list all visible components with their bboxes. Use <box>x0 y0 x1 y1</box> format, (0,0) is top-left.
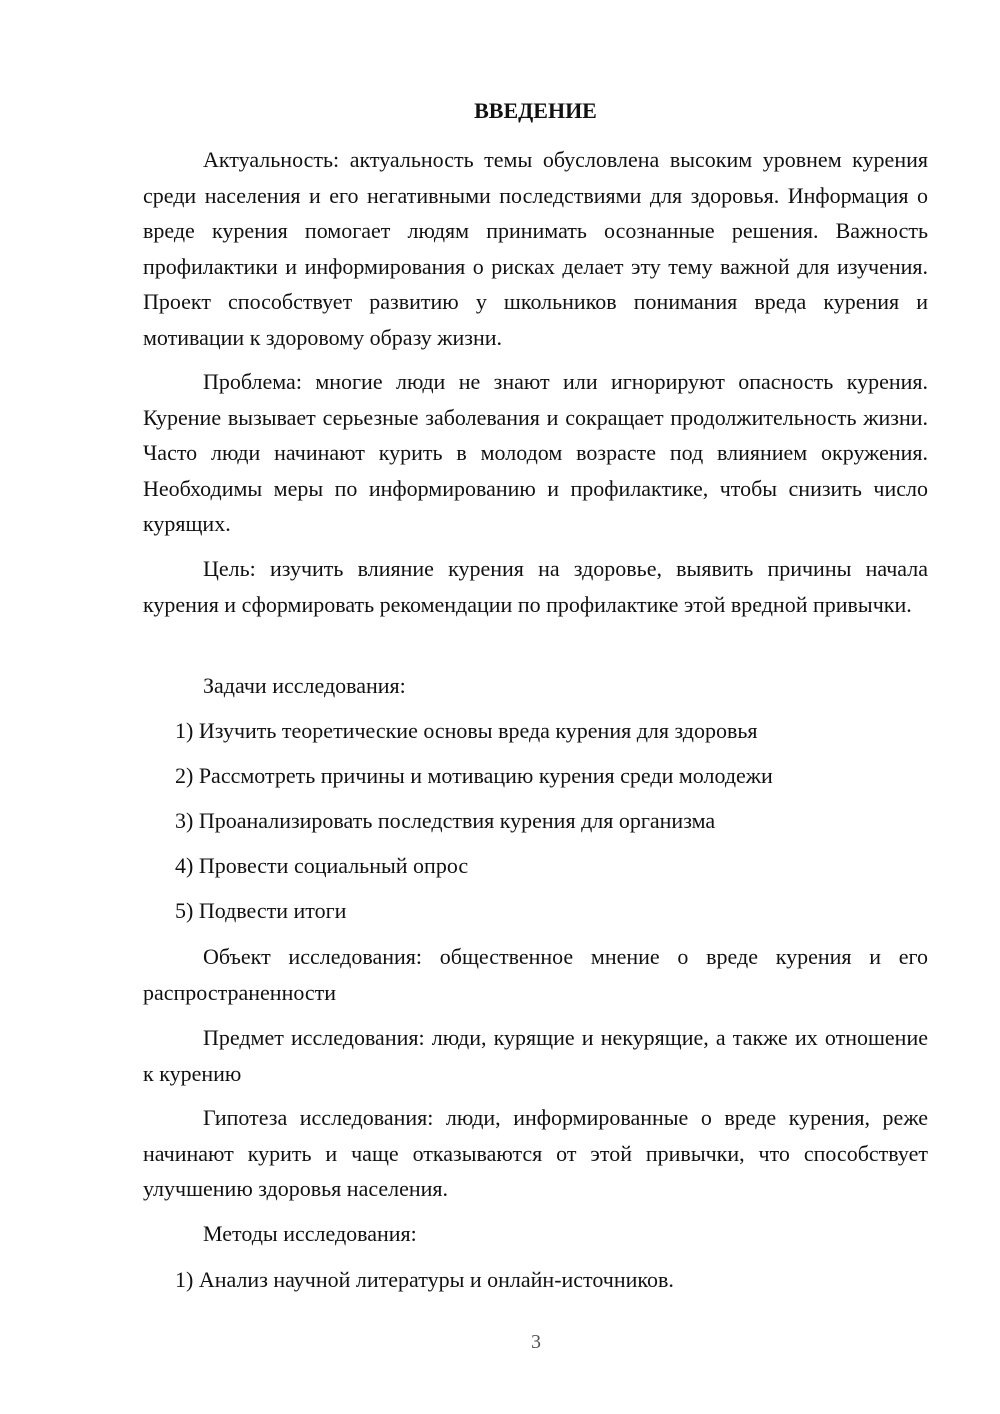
task-item-4: 4) Провести социальный опрос <box>175 853 469 878</box>
method-item-1: 1) Анализ научной литературы и онлайн-источников. <box>175 1267 674 1292</box>
page-number: 3 <box>531 1331 541 1353</box>
paragraph-goal: Цель: изучить влияние курения на здоровье, выявить причины начала курения и сформировать рекомендации по профилактике этой вредной привычки. <box>143 556 928 617</box>
task-item-1: 1) Изучить теоретические основы вреда курения для здоровья <box>175 718 758 743</box>
task-item-2: 2) Рассмотреть причины и мотивацию курения среди молодежи <box>175 763 773 788</box>
task-item-5: 5) Подвести итоги <box>175 898 347 923</box>
paragraph-hypothesis: Гипотеза исследования: люди, информированные о вреде курения, реже начинают курить и чаще отказываются от этой привычки, что способствует улучшению здоровья населения. <box>143 1105 928 1201</box>
paragraph-object: Объект исследования: общественное мнение о вреде курения и его распространенности <box>143 944 928 1005</box>
paragraph-problem: Проблема: многие люди не знают или игнорируют опасность курения. Курение вызывает серьезные заболевания и сокращает продолжительность жизни. Часто люди начинают курить в молодом возрасте под влиянием окружения. Необходимы меры по информированию и профилактике, чтобы снизить число курящих. <box>143 369 928 536</box>
tasks-title: Задачи исследования: <box>203 673 406 698</box>
paragraph-subject: Предмет исследования: люди, курящие и некурящие, а также их отношение к курению <box>143 1025 928 1086</box>
section-heading: ВВЕДЕНИЕ <box>474 98 597 123</box>
paragraph-relevance: Актуальность: актуальность темы обусловлена высоким уровнем курения среди населения и его негативными последствиями для здоровья. Информация о вреде курения помогает людям принимать осознанные решения. Важность профилактики и информирования о рисках делает эту тему важной для изучения. Проект способствует развитию у школьников понимания вреда курения и мотивации к здоровому образу жизни. <box>143 147 928 350</box>
task-item-3: 3) Проанализировать последствия курения для организма <box>175 808 716 833</box>
methods-title: Методы исследования: <box>203 1221 417 1246</box>
